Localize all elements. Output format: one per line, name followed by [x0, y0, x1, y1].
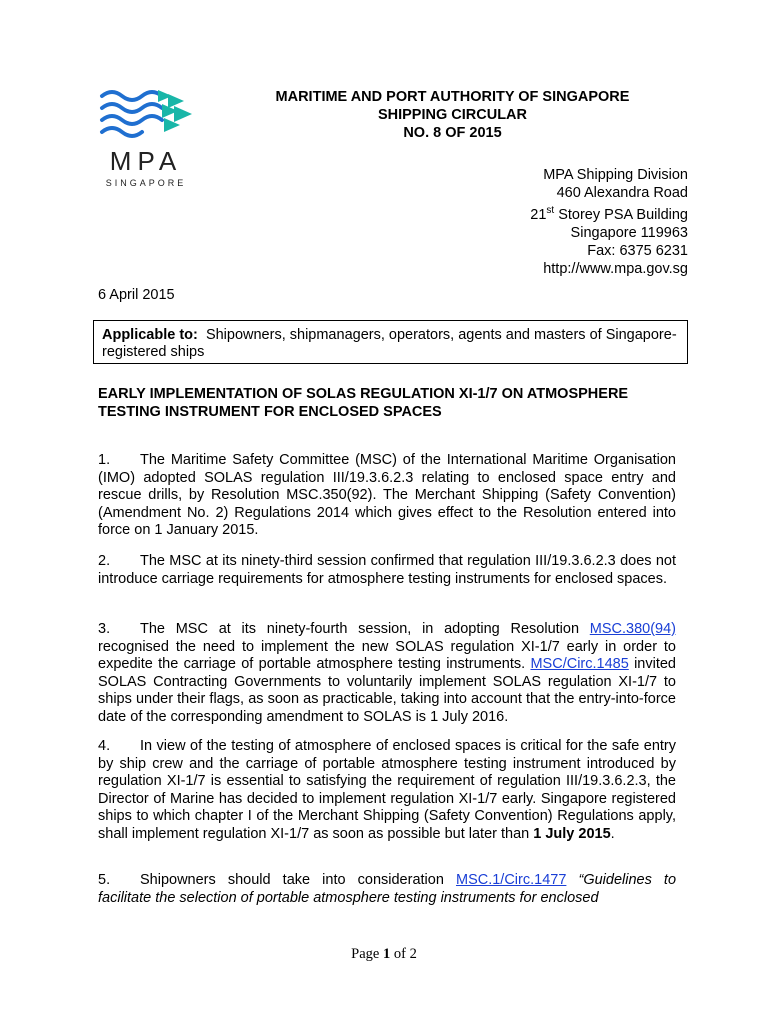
circular-header: [200, 88, 705, 142]
address-division: MPA Shipping Division: [543, 167, 688, 183]
paragraph-4: [98, 738, 676, 843]
paragraph-space: [566, 872, 578, 888]
authority-name: MARITIME AND PORT AUTHORITY OF SINGAPORE: [275, 89, 630, 105]
paragraph-text: recognised the need to implement the new SOLAS regulation XI-1/7 early in order to expedite the carriage of portable atmosphere testing instruments.: [98, 638, 676, 672]
logo-subtitle: SINGAPORE: [105, 178, 187, 188]
storey-suffix: st: [546, 205, 555, 216]
circular-number: NO. 8 OF 2015: [403, 125, 502, 141]
address-fax: Fax: 6375 6231: [587, 242, 688, 259]
paragraph-number: 2.: [98, 553, 111, 569]
storey-number: 21: [530, 206, 547, 223]
paragraph-number: 1.: [98, 452, 111, 468]
address-url[interactable]: http://www.mpa.gov.sg: [543, 260, 688, 277]
guidelines-title: “Guidelines to facilitate the selection of portable atmosphere testing instruments for enclosed: [98, 872, 677, 906]
storey-building: Storey PSA Building: [554, 206, 688, 223]
logo-wordmark: MPA: [109, 146, 183, 176]
footer-current-page: 1: [382, 946, 391, 962]
paragraph-text: .: [610, 825, 615, 842]
applicable-text: Shipowners, shipmanagers, operators, agents and masters of Singapore-registered ships: [102, 327, 677, 360]
paragraph-number: 3.: [98, 621, 111, 637]
footer-total-pages: 2: [409, 946, 417, 962]
paragraph-5: [98, 872, 676, 907]
applicable-label: Applicable to:: [102, 327, 198, 343]
paragraph-text: The Maritime Safety Committee (MSC) of the International Maritime Organisation (IMO) adopted SOLAS regulation III/19.3.6.2.3 relating to enclosed space entry and rescue drills, by Resolution MSC.350(92). The Merchant Shipping (Safety Convention) (Amendment No. 2) Regulations 2014 which gives effect to the Resolution entered into force on 1 January 2015.: [98, 452, 676, 538]
address-storey: [530, 202, 688, 224]
circular-date: 6 April 2015: [98, 287, 175, 303]
link-msc-380-94[interactable]: MSC.380(94): [589, 621, 676, 637]
footer-of: of: [390, 946, 410, 962]
link-msc-circ-1485[interactable]: MSC/Circ.1485: [530, 656, 629, 672]
mpa-waves-icon: [96, 84, 196, 144]
applicable-box: [93, 320, 688, 364]
deadline-date: 1 July 2015: [533, 825, 611, 842]
paragraph-number: 5.: [98, 872, 111, 888]
paragraph-3: [98, 621, 676, 726]
address-street: 460 Alexandra Road: [556, 185, 688, 201]
address-city: Singapore 119963: [570, 224, 688, 241]
paragraph-text: In view of the testing of atmosphere of enclosed spaces is critical for the safe entry by ship crew and the carriage of portable atmosphere testing instrument introduced by regulation XI-1/7 is essential to satisfying the requirement of regulation III/19.3.6.2.3, the Director of Marine has decided to implement regulation XI-1/7 early. Singapore registered ships to which chapter I of the Merchant Shipping (Safety Convention) Regulations apply, shall implement regulation XI-1/7 as soon as possible but later than: [98, 738, 676, 842]
paragraph-text: Shipowners should take into consideration: [140, 872, 456, 888]
mpa-logo: [96, 84, 206, 194]
page-footer: [0, 946, 768, 963]
paragraph-1: [98, 452, 676, 540]
circular-type: SHIPPING CIRCULAR: [377, 107, 528, 123]
paragraph-number: 4.: [98, 738, 111, 754]
paragraph-2: [98, 553, 676, 588]
paragraph-text: invited SOLAS Contracting Governments to voluntarily implement SOLAS regulation XI-1/7 to ships under their flags, as soon as practicable, taking into account that the entry-into-force date of the corresponding amendment to SOLAS is 1 July 2016.: [98, 656, 676, 725]
address-block: [530, 166, 688, 278]
footer-page-label: Page: [351, 946, 383, 962]
link-msc-1-circ-1477[interactable]: MSC.1/Circ.1477: [455, 872, 567, 888]
circular-title: EARLY IMPLEMENTATION OF SOLAS REGULATION XI-1/7 ON ATMOSPHERE TESTING INSTRUMENT FOR ENCLOSED SPACES: [98, 386, 629, 420]
paragraph-text: The MSC at its ninety-fourth session, in adopting Resolution: [140, 621, 590, 637]
paragraph-text: The MSC at its ninety-third session confirmed that regulation III/19.3.6.2.3 does not introduce carriage requirements for atmosphere testing instruments for enclosed spaces.: [98, 553, 676, 587]
